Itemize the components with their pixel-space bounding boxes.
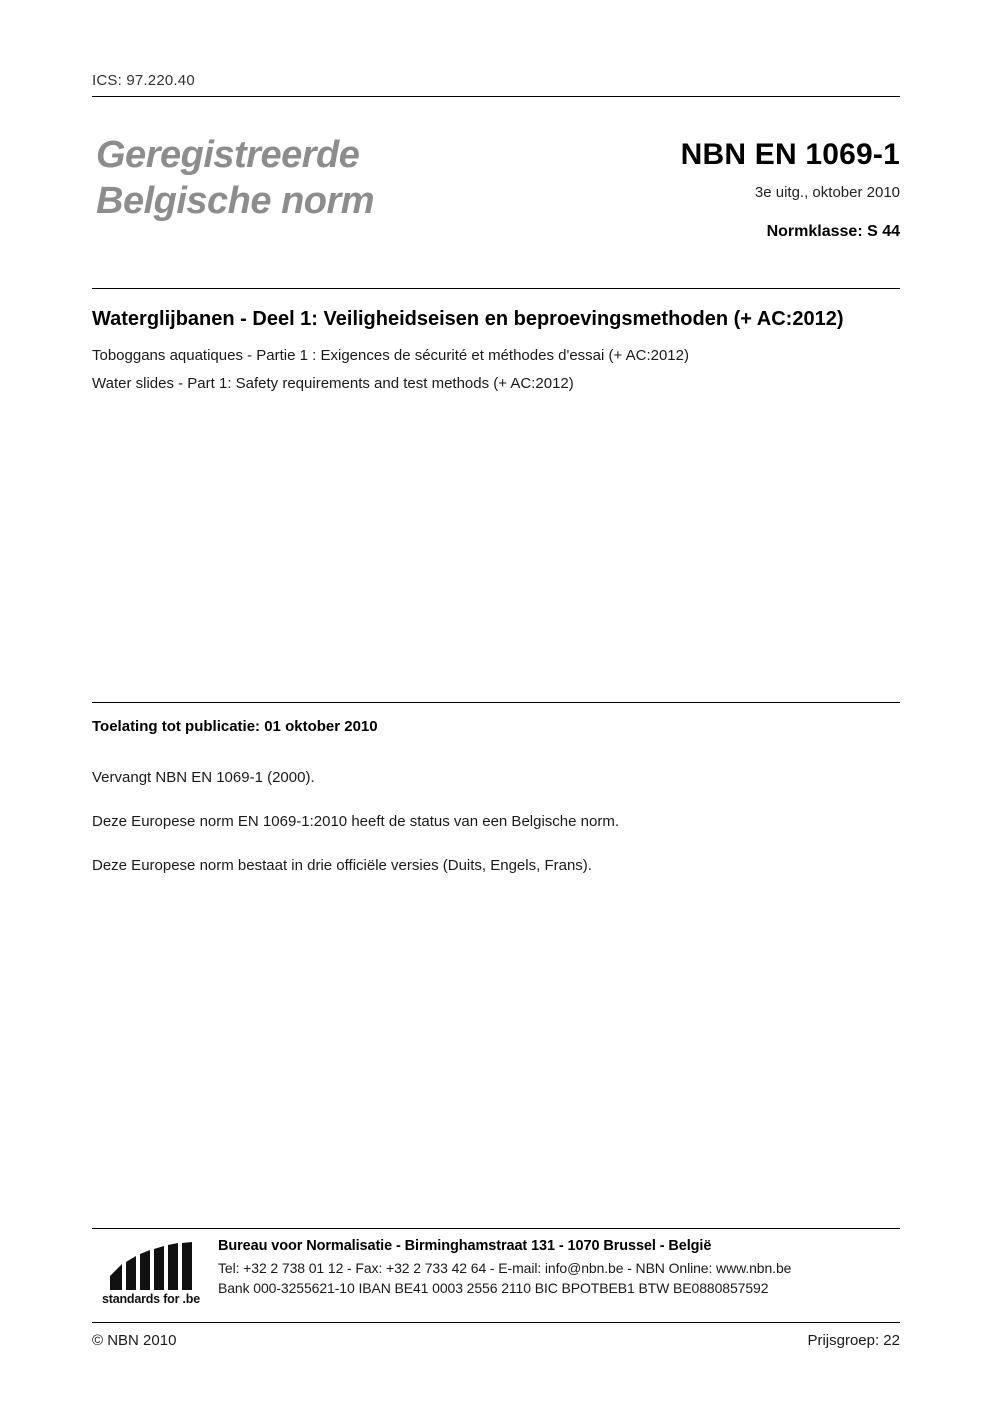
footer-block — [92, 1238, 900, 1318]
title-english: Water slides - Part 1: Safety requirements and test methods (+ AC:2012) — [92, 375, 574, 392]
note-status: Deze Europese norm EN 1069-1:2010 heeft de status van een Belgische norm. — [92, 813, 619, 830]
norm-class: Normklasse: S 44 — [766, 223, 900, 240]
footer-address: Bureau voor Normalisatie - Birminghamstraat 131 - 1070 Brussel - België — [218, 1238, 712, 1254]
price-group: Prijsgroep: 22 — [807, 1332, 900, 1349]
publication-note: Toelating tot publicatie: 01 oktober 2010 — [92, 718, 378, 735]
divider-top — [92, 96, 900, 97]
divider-title-bottom — [92, 702, 900, 703]
footer-bank: Bank 000-3255621-10 IBAN BE41 0003 2556 2110 BIC BPOTBEB1 BTW BE0880857592 — [218, 1280, 769, 1296]
brand-line-2: Belgische norm — [96, 180, 375, 222]
nbn-logo — [92, 1240, 210, 1312]
divider-footer-bottom — [92, 1322, 900, 1323]
ics-code: ICS: 97.220.40 — [92, 72, 195, 89]
notes-block — [92, 718, 882, 901]
note-replaces: Vervangt NBN EN 1069-1 (2000). — [92, 769, 315, 786]
title-french: Toboggans aquatiques - Partie 1 : Exigences de sécurité et méthodes d'essai (+ AC:2012) — [92, 347, 689, 364]
header-block — [92, 128, 900, 278]
edition-date: 3e uitg., oktober 2010 — [754, 184, 900, 201]
bottom-bar — [92, 1332, 900, 1358]
copyright-text: © NBN 2010 — [92, 1332, 177, 1349]
standard-number: NBN EN 1069-1 — [680, 138, 900, 171]
divider-header-bottom — [92, 288, 900, 289]
title-block — [92, 306, 882, 396]
divider-footer-top — [92, 1228, 900, 1229]
page-content — [92, 0, 900, 1403]
standard-brand — [96, 132, 374, 224]
footer-contact-info — [218, 1238, 900, 1300]
reference-block — [681, 138, 900, 241]
nbn-logo-icon — [108, 1242, 204, 1290]
brand-line-1: Geregistreerde — [96, 134, 360, 176]
logo-caption: standards for .be — [101, 1292, 200, 1306]
note-versions: Deze Europese norm bestaat in drie officiële versies (Duits, Engels, Frans). — [92, 857, 592, 874]
footer-contact: Tel: +32 2 738 01 12 - Fax: +32 2 733 42 64 - E-mail: info@nbn.be - NBN Online: www.nbn.be — [218, 1260, 792, 1276]
page-title: Waterglijbanen - Deel 1: Veiligheidseisen en beproevingsmethoden (+ AC:2012) — [92, 308, 844, 330]
